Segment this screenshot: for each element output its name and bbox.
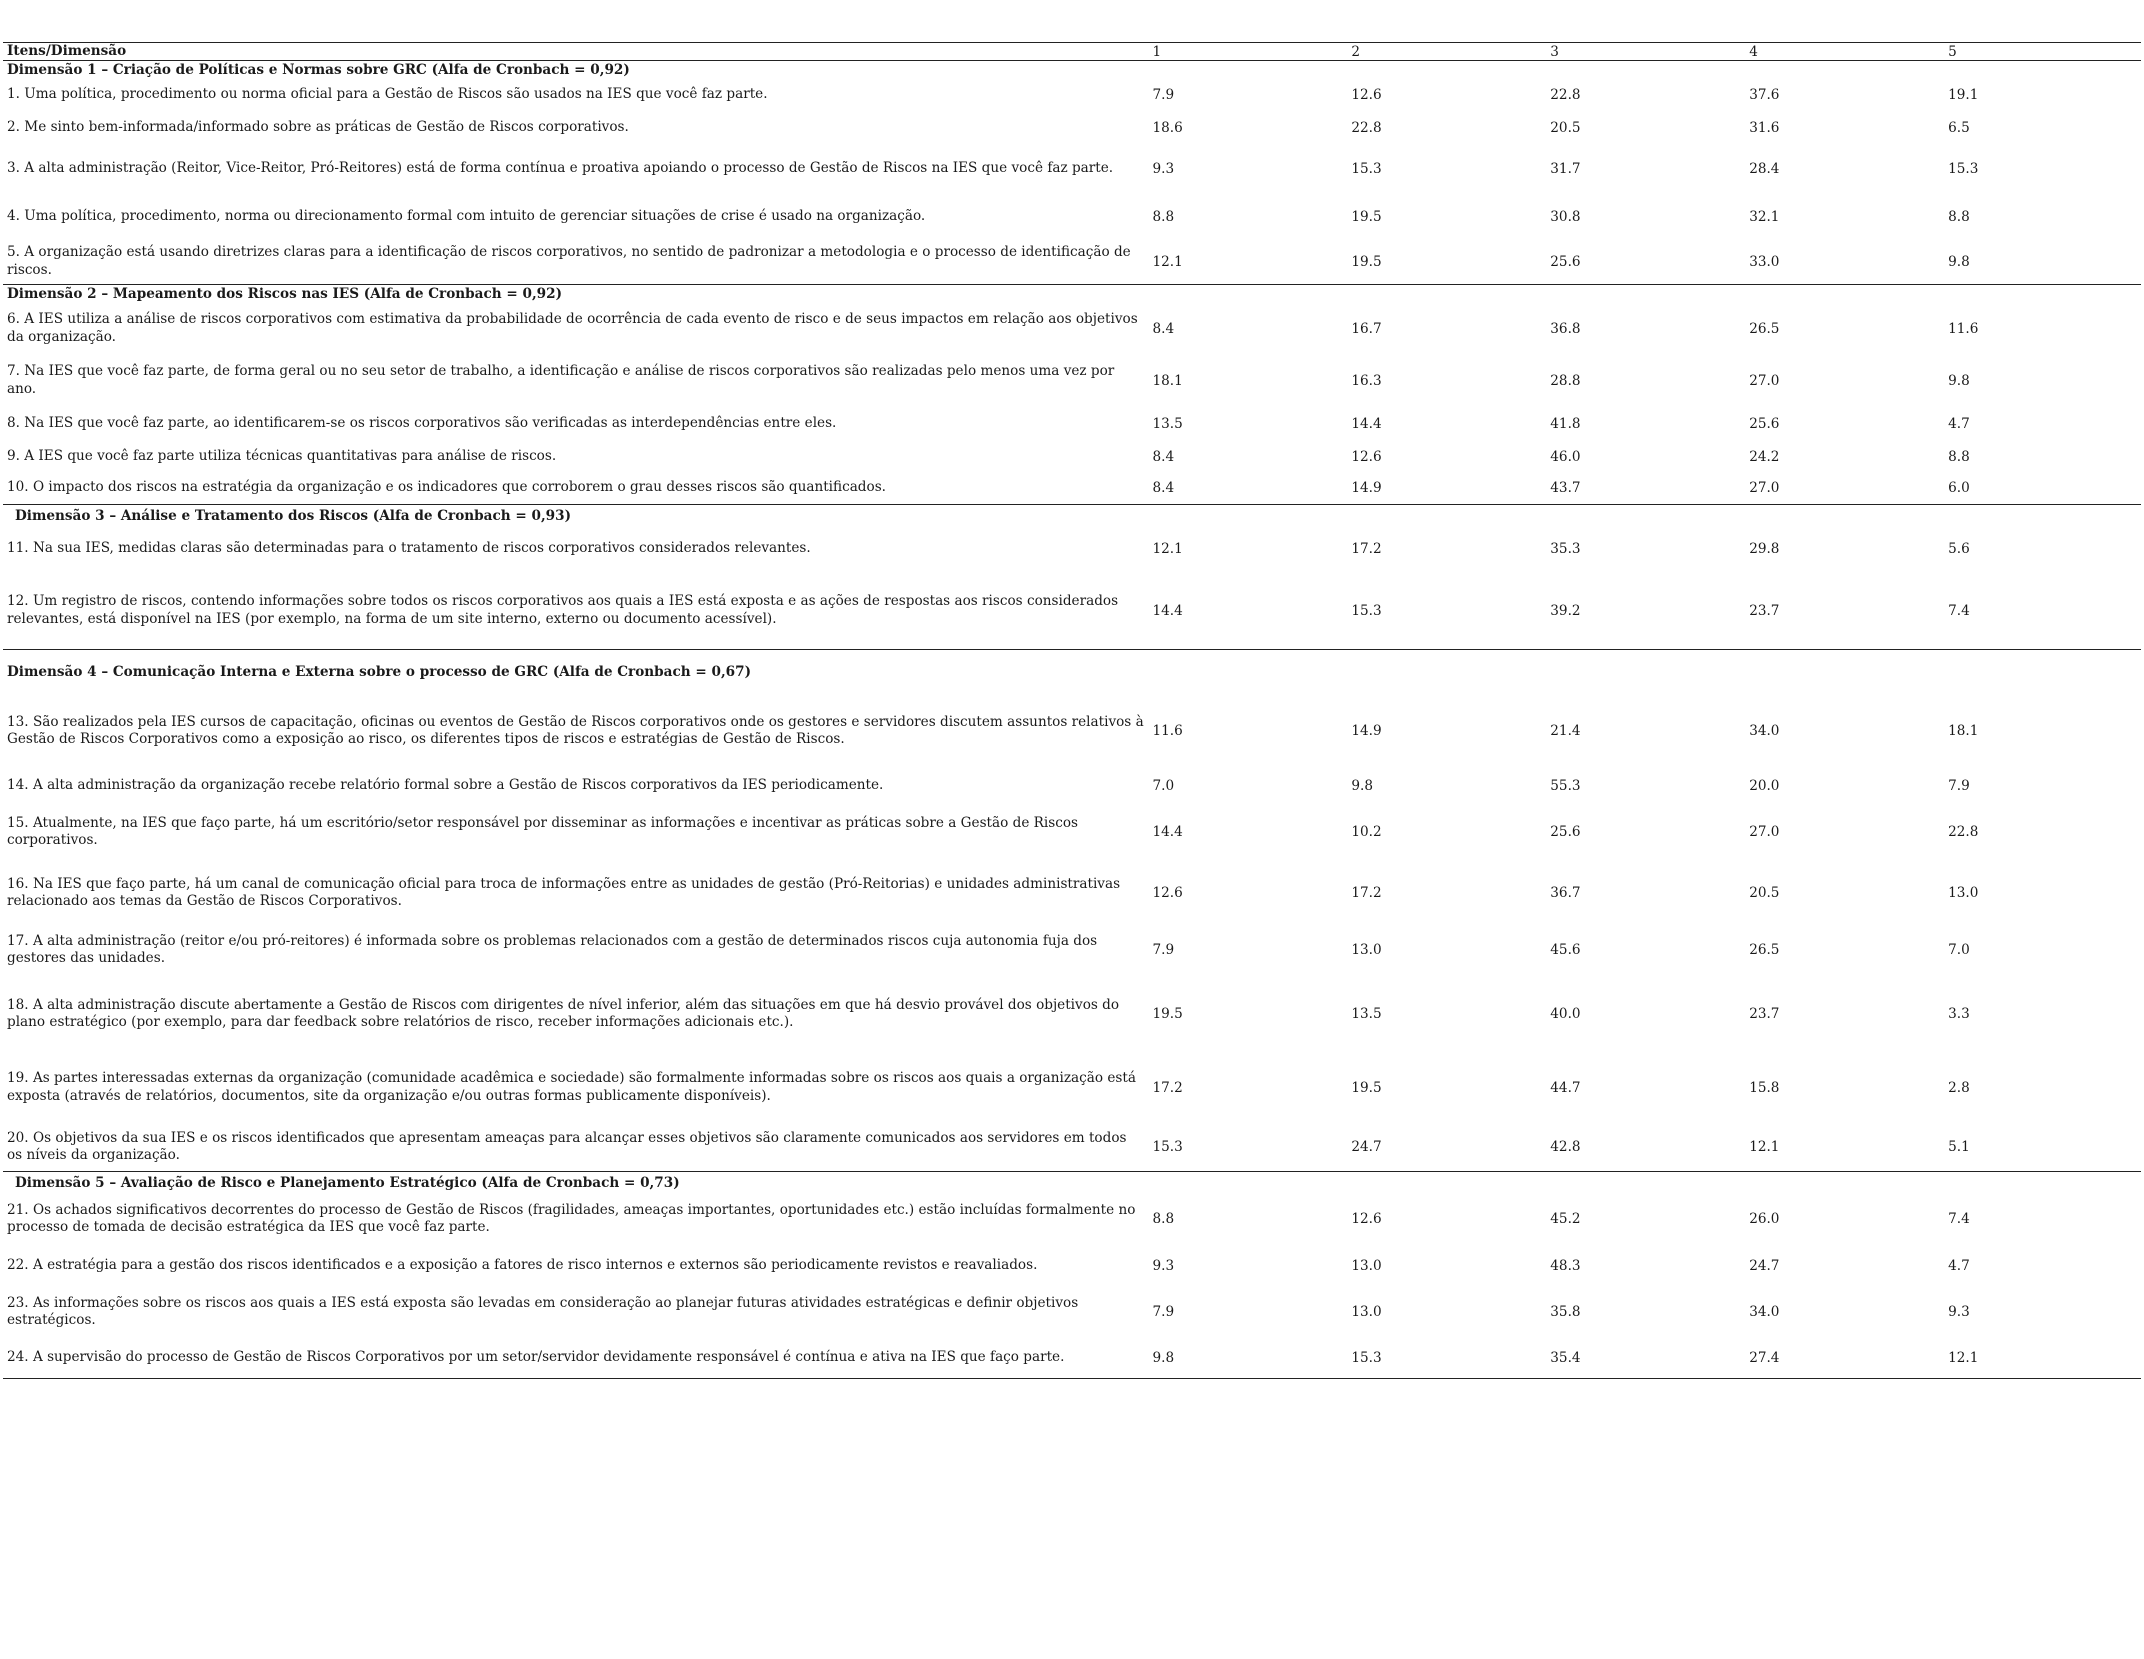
value-cell-4: 26.0 bbox=[1749, 1211, 1780, 1227]
value-cell-2: 17.2 bbox=[1351, 541, 1382, 557]
value-cell-4: 23.7 bbox=[1749, 1006, 1780, 1022]
value-cell-2: 17.2 bbox=[1351, 885, 1382, 901]
value-cell-2: 19.5 bbox=[1351, 253, 1382, 270]
value-cell-3: 46.0 bbox=[1550, 448, 1581, 465]
value-cell-2: 14.9 bbox=[1351, 480, 1382, 496]
dimension-row bbox=[3, 504, 2141, 526]
item-text: 16. Na IES que faço parte, há um canal de comunicação oficial para troca de informações entre as unidades de gestão (Pró-Reitorias) e unidades administrativas relacionado aos temas da Gestão de Riscos Corporativos. bbox=[7, 875, 1121, 909]
dimension-row bbox=[3, 649, 2141, 693]
value-cell-3: 41.8 bbox=[1550, 416, 1581, 432]
table-row bbox=[3, 572, 2141, 649]
value-cell-1: 8.4 bbox=[1152, 448, 1175, 465]
value-cell-4: 27.0 bbox=[1749, 372, 1780, 389]
value-cell-1: 14.4 bbox=[1152, 824, 1183, 840]
value-cell-1: 7.0 bbox=[1152, 777, 1175, 794]
dimension-row bbox=[3, 284, 2141, 303]
value-cell-2: 12.6 bbox=[1351, 1211, 1382, 1227]
item-text: 23. As informações sobre os riscos aos quais a IES está exposta são levadas em consideração ao planejar futuras atividades estratégicas e definir objetivos estratégicos. bbox=[7, 1294, 1079, 1328]
dimension-title: Dimensão 4 – Comunicação Interna e Externa sobre o processo de GRC (Alfa de Cronbach = 0,67) bbox=[7, 663, 752, 680]
value-cell-1: 13.5 bbox=[1152, 416, 1183, 432]
value-cell-5: 11.6 bbox=[1948, 320, 1979, 337]
value-cell-2: 13.0 bbox=[1351, 1304, 1382, 1320]
value-cell-1: 7.9 bbox=[1152, 87, 1175, 103]
item-text: 4. Uma política, procedimento, norma ou direcionamento formal com intuito de gerenciar situações de crise é usado na organização. bbox=[7, 208, 926, 225]
item-text: 5. A organização está usando diretrizes claras para a identificação de riscos corporativos, no sentido de padronizar a metodologia e o processo de identificação de riscos. bbox=[7, 244, 1131, 278]
dimension-title: Dimensão 5 – Avaliação de Risco e Planejamento Estratégico (Alfa de Cronbach = 0,73) bbox=[15, 1174, 680, 1191]
value-cell-5: 18.1 bbox=[1948, 723, 1979, 739]
value-cell-5: 22.8 bbox=[1948, 824, 1979, 840]
value-cell-3: 36.8 bbox=[1550, 320, 1581, 337]
value-cell-5: 13.0 bbox=[1948, 885, 1979, 901]
table-row bbox=[3, 1286, 2141, 1338]
value-cell-5: 8.8 bbox=[1948, 448, 1970, 465]
table-row bbox=[3, 112, 2141, 143]
table-row bbox=[3, 1123, 2141, 1171]
scale-header-4: 4 bbox=[1749, 43, 1758, 60]
value-cell-2: 12.6 bbox=[1351, 87, 1382, 103]
value-cell-4: 28.4 bbox=[1749, 161, 1780, 177]
item-text: 11. Na sua IES, medidas claras são determinadas para o tratamento de riscos corporativos considerados relevantes. bbox=[7, 540, 811, 557]
value-cell-4: 12.1 bbox=[1749, 1139, 1780, 1155]
dimension-row bbox=[3, 1171, 2141, 1193]
value-cell-4: 20.5 bbox=[1749, 885, 1780, 901]
value-cell-3: 35.8 bbox=[1550, 1304, 1581, 1320]
value-cell-3: 39.2 bbox=[1550, 602, 1581, 619]
value-cell-5: 4.7 bbox=[1948, 1257, 1970, 1274]
table-row bbox=[3, 472, 2141, 504]
scale-header-1: 1 bbox=[1152, 43, 1162, 60]
value-cell-2: 9.8 bbox=[1351, 777, 1373, 794]
value-cell-4: 27.0 bbox=[1749, 824, 1780, 840]
value-cell-2: 10.2 bbox=[1351, 824, 1382, 840]
value-cell-1: 19.5 bbox=[1152, 1006, 1183, 1022]
value-cell-2: 13.5 bbox=[1351, 1006, 1382, 1022]
value-cell-4: 27.4 bbox=[1749, 1350, 1780, 1366]
item-text: 19. As partes interessadas externas da organização (comunidade acadêmica e sociedade) são formalmente informadas sobre os riscos aos quais a organização está exposta (através de relatórios, documentos, site da organização e/ou outras formas publicamente disponíveis). bbox=[7, 1070, 1136, 1104]
table-row bbox=[3, 303, 2141, 354]
item-text: 18. A alta administração discute abertamente a Gestão de Riscos com dirigentes de nível inferior, além das situações em que há desvio provável dos objetivos do plano estratégico (por exemplo, para dar feedback sobre relatórios de risco, receber informações adicionais etc.). bbox=[7, 996, 1120, 1030]
value-cell-5: 12.1 bbox=[1948, 1350, 1979, 1366]
value-cell-2: 19.5 bbox=[1351, 209, 1382, 225]
value-cell-4: 37.6 bbox=[1749, 87, 1780, 103]
value-cell-5: 19.1 bbox=[1948, 87, 1979, 103]
table-row bbox=[3, 239, 2141, 284]
table-row bbox=[3, 976, 2141, 1052]
value-cell-4: 15.8 bbox=[1749, 1079, 1780, 1096]
table-row bbox=[3, 693, 2141, 769]
value-cell-3: 45.6 bbox=[1550, 942, 1581, 958]
item-text: 1. Uma política, procedimento ou norma oficial para a Gestão de Riscos são usados na IES que você faz parte. bbox=[7, 86, 768, 103]
value-cell-3: 22.8 bbox=[1550, 87, 1581, 103]
value-cell-3: 31.7 bbox=[1550, 161, 1581, 177]
value-cell-1: 18.6 bbox=[1152, 119, 1183, 136]
item-text: 21. Os achados significativos decorrentes do processo de Gestão de Riscos (fragilidades, ameaças importantes, oportunidades etc.) estão incluídas formalmente no processo de tomada de decisão estratégica da IES que você faz parte. bbox=[7, 1201, 1136, 1235]
table-row bbox=[3, 407, 2141, 441]
value-cell-4: 34.0 bbox=[1749, 723, 1780, 739]
value-cell-2: 13.0 bbox=[1351, 942, 1382, 958]
value-cell-1: 9.3 bbox=[1152, 161, 1175, 177]
item-text: 7. Na IES que você faz parte, de forma geral ou no seu setor de trabalho, a identificação e análise de riscos corporativos são realizadas pelo menos uma vez por ano. bbox=[7, 363, 1115, 397]
items-dimension-header: Itens/Dimensão bbox=[7, 42, 127, 59]
dimension-row bbox=[3, 61, 2141, 78]
value-cell-3: 25.6 bbox=[1550, 253, 1581, 270]
table-row bbox=[3, 1193, 2141, 1245]
value-cell-3: 36.7 bbox=[1550, 885, 1581, 901]
table-row bbox=[3, 802, 2141, 862]
dimension-title: Dimensão 2 – Mapeamento dos Riscos nas IES (Alfa de Cronbach = 0,92) bbox=[7, 286, 563, 302]
value-cell-3: 35.3 bbox=[1550, 541, 1581, 557]
value-cell-5: 7.4 bbox=[1948, 602, 1970, 619]
value-cell-3: 25.6 bbox=[1550, 824, 1581, 840]
table-row bbox=[3, 1052, 2141, 1123]
table-row bbox=[3, 862, 2141, 924]
dimension-title: Dimensão 3 – Análise e Tratamento dos Riscos (Alfa de Cronbach = 0,93) bbox=[15, 507, 572, 524]
value-cell-3: 43.7 bbox=[1550, 480, 1581, 496]
value-cell-4: 23.7 bbox=[1749, 602, 1780, 619]
value-cell-5: 9.8 bbox=[1948, 253, 1970, 270]
item-text: 17. A alta administração (reitor e/ou pró-reitores) é informada sobre os problemas relacionados com a gestão de determinados riscos cuja autonomia fuja dos gestores das unidades. bbox=[7, 932, 1098, 966]
value-cell-4: 24.2 bbox=[1749, 448, 1780, 465]
table-row bbox=[3, 526, 2141, 572]
value-cell-3: 42.8 bbox=[1550, 1139, 1581, 1155]
table-row bbox=[3, 143, 2141, 195]
table-row bbox=[3, 1338, 2141, 1379]
scale-header-3: 3 bbox=[1550, 43, 1559, 60]
value-cell-5: 15.3 bbox=[1948, 161, 1979, 177]
table-row bbox=[3, 195, 2141, 239]
value-cell-5: 9.8 bbox=[1948, 372, 1970, 389]
value-cell-2: 15.3 bbox=[1351, 161, 1382, 177]
value-cell-1: 8.4 bbox=[1152, 480, 1175, 496]
value-cell-1: 12.6 bbox=[1152, 885, 1183, 901]
value-cell-1: 12.1 bbox=[1152, 253, 1183, 270]
value-cell-2: 16.3 bbox=[1351, 372, 1382, 389]
value-cell-3: 28.8 bbox=[1550, 372, 1581, 389]
value-cell-2: 12.6 bbox=[1351, 448, 1382, 465]
item-text: 8. Na IES que você faz parte, ao identificarem-se os riscos corporativos são verificadas as interdependências entre eles. bbox=[7, 415, 837, 432]
value-cell-4: 26.5 bbox=[1749, 942, 1780, 958]
item-text: 10. O impacto dos riscos na estratégia da organização e os indicadores que corroborem o grau desses riscos são quantificados. bbox=[7, 479, 886, 496]
table-row bbox=[3, 78, 2141, 112]
value-cell-2: 19.5 bbox=[1351, 1079, 1382, 1096]
item-text: 15. Atualmente, na IES que faço parte, há um escritório/setor responsável por disseminar as informações e incentivar as práticas sobre a Gestão de Riscos corporativos. bbox=[7, 814, 1079, 848]
value-cell-2: 24.7 bbox=[1351, 1139, 1382, 1155]
dimension-title: Dimensão 1 – Criação de Políticas e Normas sobre GRC (Alfa de Cronbach = 0,92) bbox=[7, 61, 630, 78]
value-cell-5: 6.5 bbox=[1948, 119, 1970, 136]
item-text: 6. A IES utiliza a análise de riscos corporativos com estimativa da probabilidade de ocorrência de cada evento de risco e de seus impactos em relação aos objetivos da organização. bbox=[7, 311, 1138, 345]
value-cell-3: 40.0 bbox=[1550, 1006, 1581, 1022]
table-row bbox=[3, 1245, 2141, 1286]
value-cell-3: 30.8 bbox=[1550, 209, 1581, 225]
table-row bbox=[3, 441, 2141, 472]
value-cell-4: 25.6 bbox=[1749, 416, 1780, 432]
value-cell-3: 48.3 bbox=[1550, 1257, 1581, 1274]
value-cell-2: 15.3 bbox=[1351, 602, 1382, 619]
value-cell-4: 20.0 bbox=[1749, 777, 1780, 794]
value-cell-4: 29.8 bbox=[1749, 541, 1780, 557]
value-cell-4: 34.0 bbox=[1749, 1304, 1780, 1320]
value-cell-5: 5.6 bbox=[1948, 541, 1970, 557]
table-header bbox=[3, 43, 2141, 61]
value-cell-4: 31.6 bbox=[1749, 119, 1780, 136]
value-cell-1: 7.9 bbox=[1152, 942, 1175, 958]
value-cell-5: 7.0 bbox=[1948, 942, 1970, 958]
table-body bbox=[3, 61, 2141, 1379]
value-cell-4: 32.1 bbox=[1749, 209, 1780, 225]
value-cell-5: 4.7 bbox=[1948, 416, 1970, 432]
value-cell-5: 5.1 bbox=[1948, 1139, 1970, 1155]
value-cell-1: 14.4 bbox=[1152, 602, 1183, 619]
table-row bbox=[3, 354, 2141, 407]
value-cell-4: 33.0 bbox=[1749, 253, 1780, 270]
value-cell-2: 14.9 bbox=[1351, 723, 1382, 739]
scale-header-5: 5 bbox=[1948, 43, 1957, 60]
item-text: 12. Um registro de riscos, contendo informações sobre todos os riscos corporativos aos quais a IES está exposta e as ações de respostas aos riscos considerados relevantes, está disponível na IES (por exemplo, na forma de um site interno, externo ou documento acessível). bbox=[7, 593, 1119, 627]
value-cell-1: 12.1 bbox=[1152, 541, 1183, 557]
survey-table bbox=[3, 42, 2141, 1379]
item-text: 9. A IES que você faz parte utiliza técnicas quantitativas para análise de riscos. bbox=[7, 447, 557, 464]
value-cell-1: 8.8 bbox=[1152, 209, 1175, 225]
value-cell-2: 15.3 bbox=[1351, 1350, 1382, 1366]
item-text: 22. A estratégia para a gestão dos riscos identificados e a exposição a fatores de risco internos e externos são periodicamente revistos e reavaliados. bbox=[7, 1256, 1038, 1273]
value-cell-1: 9.8 bbox=[1152, 1350, 1175, 1366]
value-cell-5: 3.3 bbox=[1948, 1006, 1970, 1022]
value-cell-4: 24.7 bbox=[1749, 1257, 1780, 1274]
value-cell-3: 35.4 bbox=[1550, 1350, 1581, 1366]
value-cell-5: 2.8 bbox=[1948, 1079, 1970, 1096]
value-cell-1: 15.3 bbox=[1152, 1139, 1183, 1155]
item-text: 24. A supervisão do processo de Gestão de Riscos Corporativos por um setor/servidor devidamente responsável é contínua e ativa na IES que faço parte. bbox=[7, 1349, 1065, 1366]
value-cell-3: 45.2 bbox=[1550, 1211, 1581, 1227]
item-text: 3. A alta administração (Reitor, Vice-Reitor, Pró-Reitores) está de forma contínua e proativa apoiando o processo de Gestão de Riscos na IES que você faz parte. bbox=[7, 160, 1114, 177]
value-cell-5: 8.8 bbox=[1948, 209, 1970, 225]
value-cell-3: 44.7 bbox=[1550, 1079, 1581, 1096]
item-text: 14. A alta administração da organização recebe relatório formal sobre a Gestão de Riscos corporativos da IES periodicamente. bbox=[7, 776, 884, 793]
item-text: 20. Os objetivos da sua IES e os riscos identificados que apresentam ameaças para alcançar esses objetivos são claramente comunicados aos servidores em todos os níveis da organização. bbox=[7, 1129, 1127, 1163]
value-cell-5: 7.9 bbox=[1948, 777, 1970, 794]
value-cell-2: 16.7 bbox=[1351, 320, 1382, 337]
item-text: 13. São realizados pela IES cursos de capacitação, oficinas ou eventos de Gestão de Riscos corporativos onde os gestores e servidores discutem assuntos relativos à Gestão de Riscos Corporativos como a exposição ao risco, os diferentes tipos de riscos e estratégias de Gestão de Riscos. bbox=[7, 713, 1144, 747]
value-cell-1: 11.6 bbox=[1152, 723, 1183, 739]
value-cell-2: 22.8 bbox=[1351, 119, 1382, 136]
value-cell-1: 7.9 bbox=[1152, 1304, 1175, 1320]
item-text: 2. Me sinto bem-informada/informado sobre as práticas de Gestão de Riscos corporativos. bbox=[7, 118, 629, 135]
value-cell-4: 27.0 bbox=[1749, 480, 1780, 496]
value-cell-5: 7.4 bbox=[1948, 1211, 1970, 1227]
table-row bbox=[3, 924, 2141, 976]
scale-header-2: 2 bbox=[1351, 43, 1361, 60]
value-cell-4: 26.5 bbox=[1749, 320, 1780, 337]
value-cell-3: 20.5 bbox=[1550, 119, 1581, 136]
value-cell-3: 55.3 bbox=[1550, 777, 1581, 794]
table-row bbox=[3, 769, 2141, 802]
value-cell-5: 6.0 bbox=[1948, 480, 1970, 496]
value-cell-2: 13.0 bbox=[1351, 1257, 1382, 1274]
value-cell-3: 21.4 bbox=[1550, 723, 1581, 739]
value-cell-1: 8.4 bbox=[1152, 320, 1175, 337]
value-cell-1: 18.1 bbox=[1152, 372, 1183, 389]
value-cell-5: 9.3 bbox=[1948, 1304, 1970, 1320]
value-cell-1: 8.8 bbox=[1152, 1211, 1175, 1227]
value-cell-1: 9.3 bbox=[1152, 1257, 1175, 1274]
value-cell-1: 17.2 bbox=[1152, 1079, 1183, 1096]
value-cell-2: 14.4 bbox=[1351, 416, 1382, 432]
